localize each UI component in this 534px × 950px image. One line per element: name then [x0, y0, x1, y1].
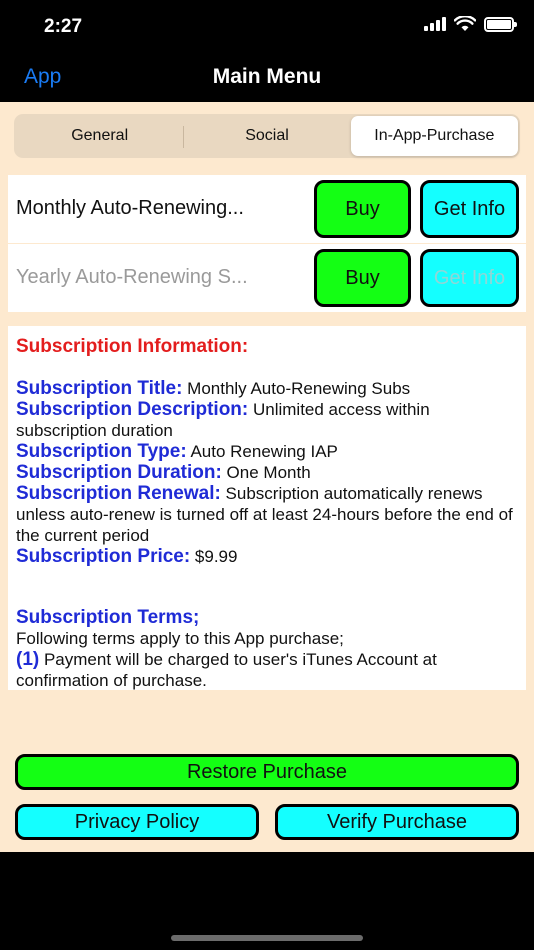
- type-value: Auto Renewing IAP: [186, 442, 338, 461]
- buy-button[interactable]: Buy: [314, 180, 411, 238]
- status-bar: [0, 0, 534, 52]
- spacer: [16, 567, 518, 607]
- buy-button[interactable]: Buy: [314, 249, 411, 307]
- product-title: Yearly Auto-Renewing S...: [16, 266, 248, 288]
- section-tabs: [14, 114, 520, 158]
- back-button[interactable]: App: [24, 65, 62, 88]
- title-label: Subscription Title:: [16, 378, 183, 399]
- home-indicator[interactable]: [171, 935, 363, 941]
- tab-general[interactable]: General: [71, 127, 129, 144]
- info-duration-line: [16, 462, 518, 483]
- get-info-button[interactable]: Get Info: [420, 180, 519, 238]
- page-title: Main Menu: [212, 65, 322, 88]
- renewal-label: Subscription Renewal:: [16, 483, 221, 504]
- duration-label: Subscription Duration:: [16, 462, 222, 483]
- info-type-line: [16, 441, 518, 462]
- verify-purchase-button[interactable]: Verify Purchase: [275, 804, 519, 840]
- terms-intro: Following terms apply to this App purchase;: [16, 629, 344, 648]
- main-content: [0, 102, 534, 852]
- wifi-icon: [454, 16, 476, 32]
- term-1-value: Payment will be charged to user's iTunes Account at confirmation of purchase.: [16, 650, 437, 690]
- status-icons: [424, 16, 514, 32]
- restore-purchase-button[interactable]: Restore Purchase: [15, 754, 519, 790]
- status-time: 2:27: [44, 16, 83, 37]
- type-label: Subscription Type:: [16, 441, 187, 462]
- renewal-value: Subscription automatically renews unless auto-renew is turned off at least 24-hours before the end of the current period: [16, 484, 513, 545]
- term-1-line: [16, 649, 518, 690]
- product-row-monthly: [8, 175, 526, 243]
- info-terms-line: [16, 607, 518, 628]
- cellular-signal-icon: [424, 17, 446, 31]
- description-value: Unlimited access within subscription duration: [16, 400, 430, 440]
- price-value: $9.99: [190, 547, 238, 566]
- tab-in-app-purchase[interactable]: In-App-Purchase: [351, 116, 518, 156]
- title-value: Monthly Auto-Renewing Subs: [182, 379, 411, 398]
- get-info-button[interactable]: Get Info: [420, 249, 519, 307]
- info-title-line: [16, 378, 518, 399]
- info-description-line: [16, 399, 518, 441]
- privacy-policy-button[interactable]: Privacy Policy: [15, 804, 259, 840]
- terms-label: Subscription Terms;: [16, 607, 200, 628]
- product-title: Monthly Auto-Renewing...: [16, 197, 244, 219]
- bottom-bar: [0, 852, 534, 950]
- product-row-yearly: [8, 244, 526, 312]
- duration-value: One Month: [221, 463, 311, 482]
- price-label: Subscription Price:: [16, 546, 191, 567]
- battery-icon: [484, 17, 514, 32]
- tab-social[interactable]: Social: [183, 116, 350, 156]
- info-renewal-line: [16, 483, 518, 546]
- term-1-label: (1): [16, 649, 40, 670]
- navigation-bar: [0, 52, 534, 102]
- info-price-line: [16, 546, 518, 567]
- info-heading: Subscription Information:: [16, 336, 249, 357]
- description-label: Subscription Description:: [16, 399, 249, 420]
- subscription-info-panel[interactable]: [8, 326, 526, 690]
